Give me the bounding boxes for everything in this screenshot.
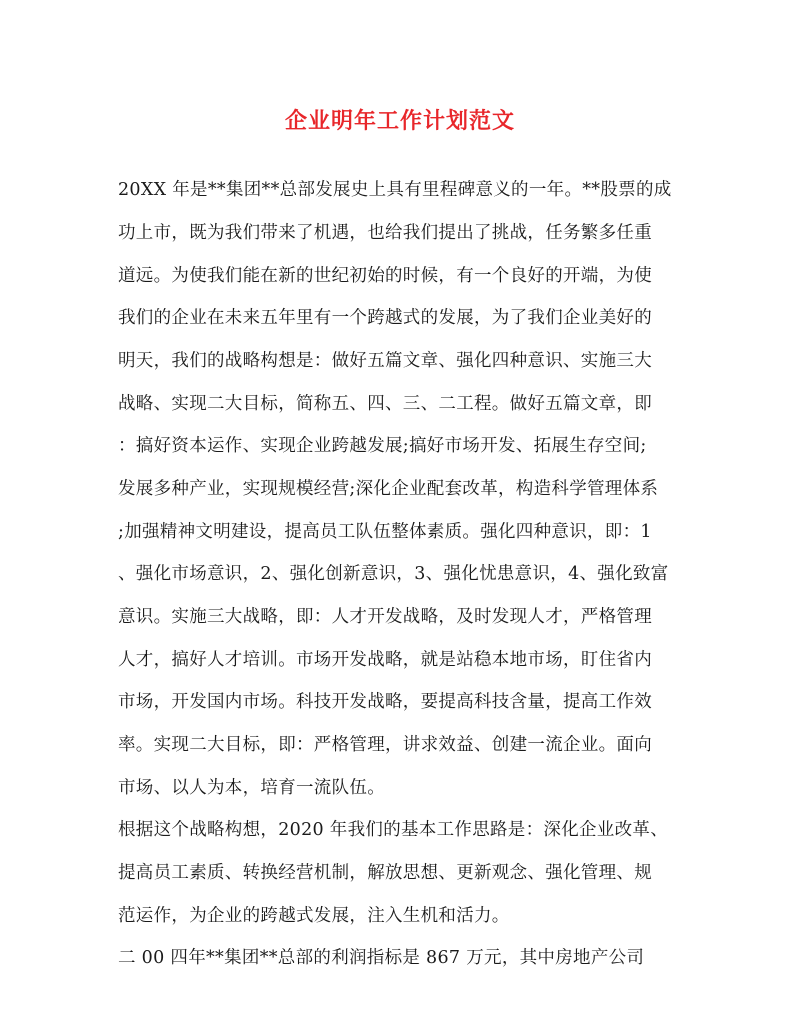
text-line: 范运作，为企业的跨越式发展，注入生机和活力。 — [118, 906, 510, 926]
document-title: 企业明年工作计划范文 — [284, 108, 515, 134]
text-line: 意识。实施三大战略，即：人才开发战略，及时发现人才，严格管理 — [118, 607, 652, 627]
text-line: 、强化市场意识，2、强化创新意识，3、强化忧患意识，4、强化致富 — [118, 564, 669, 584]
text-line: 提高员工素质、转换经营机制，解放思想、更新观念、强化管理、规 — [118, 863, 652, 883]
text-line: 率。实现二大目标，即：严格管理，讲求效益、创建一流企业。面向 — [118, 735, 652, 755]
text-line: 发展多种产业，实现规模经营;深化企业配套改革，构造科学管理体系 — [118, 479, 659, 499]
text-line: 二 00 四年**集团**总部的利润指标是 867 万元，其中房地产公司 — [118, 948, 645, 968]
text-line: 市场，开发国内市场。科技开发战略，要提高科技含量，提高工作效 — [118, 692, 652, 712]
text-line: 我们的企业在未来五年里有一个跨越式的发展，为了我们企业美好的 — [118, 308, 652, 328]
text-line: 明天，我们的战略构想是：做好五篇文章、强化四种意识、实施三大 — [118, 351, 652, 371]
text-line: 道远。为使我们能在新的世纪初始的时候，有一个良好的开端，为使 — [118, 266, 652, 286]
text-line: 战略、实现二大目标，简称五、四、三、二工程。做好五篇文章，即 — [118, 394, 652, 414]
text-line: 根据这个战略构想，2020 年我们的基本工作思路是：深化企业改革、 — [118, 820, 668, 840]
text-line: 功上市，既为我们带来了机遇，也给我们提出了挑战，任务繁多任重 — [118, 223, 652, 243]
text-line: 人才，搞好人才培训。市场开发战略，就是站稳本地市场，盯住省内 — [118, 650, 652, 670]
text-line: ;加强精神文明建设，提高员工队伍整体素质。强化四种意识，即：1 — [118, 522, 652, 542]
text-line: 20XX 年是**集团**总部发展史上具有里程碑意义的一年。**股票的成 — [118, 180, 672, 200]
text-line: ：搞好资本运作、实现企业跨越发展;搞好市场开发、拓展生存空间; — [118, 436, 647, 456]
text-line: 市场、以人为本，培育一流队伍。 — [118, 778, 385, 798]
